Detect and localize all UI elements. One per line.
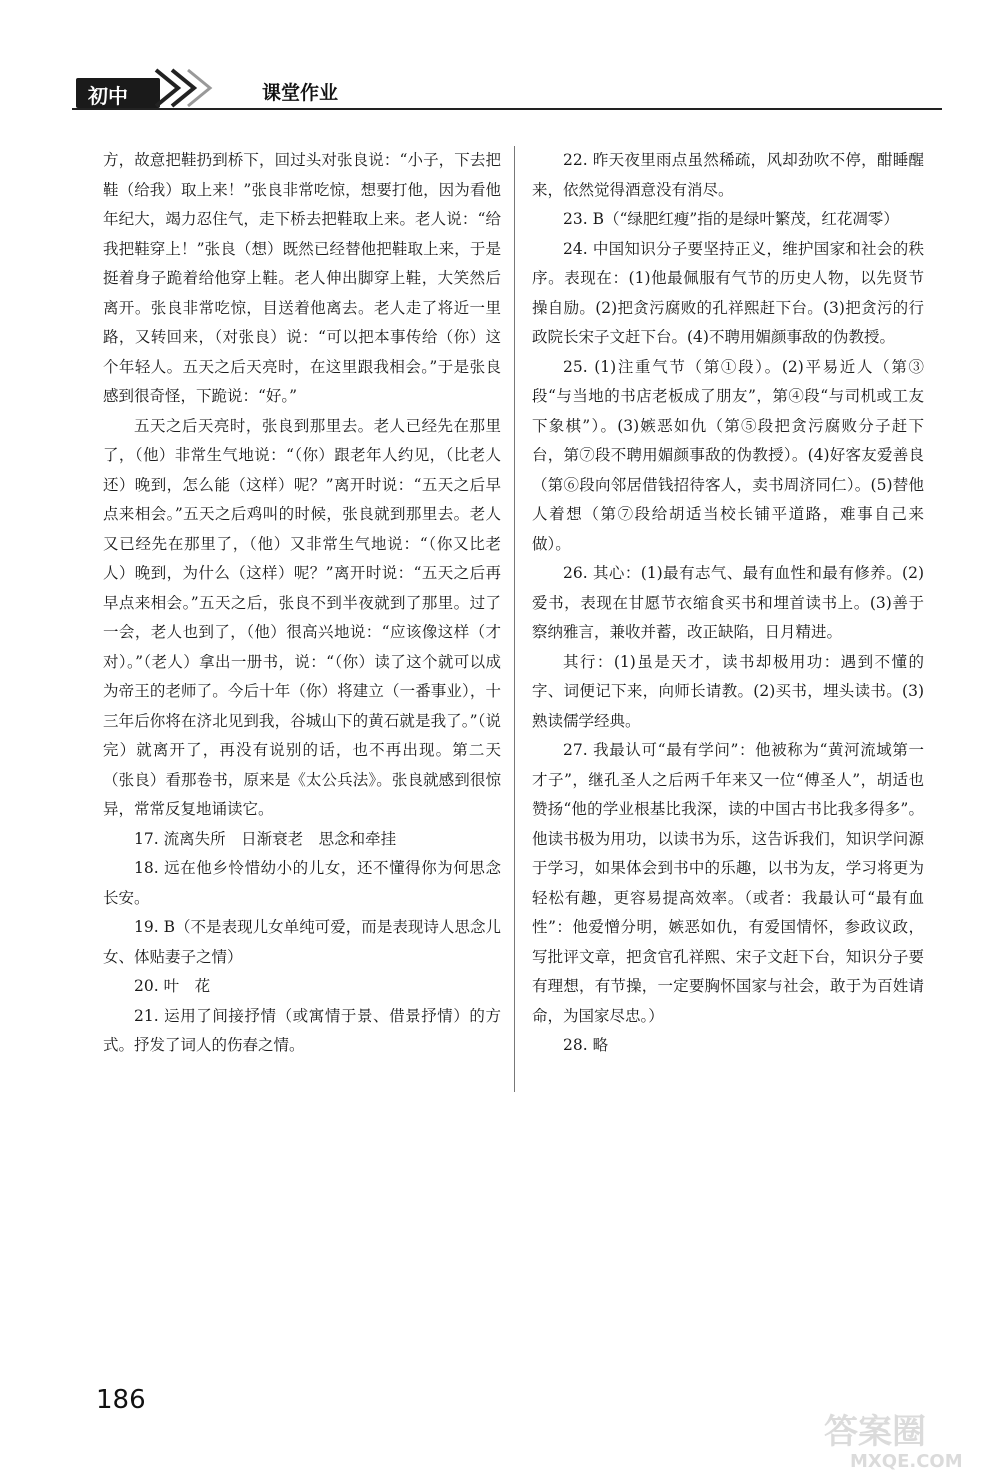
book-title: 课堂作业 xyxy=(262,82,339,104)
answer-paragraph: 27. 我最认可“最有学问”：他被称为“黄河流域第一才子”，继孔圣人之后两千年来又一位“傅圣人”，胡适也赞扬“他的学业根基比我深，读的中国古书比我多得多”。他读书极为用功，以读书为乐，这告诉我们，知识学问源于学习，如果体会到书中的乐趣，以书为友，学习将更为轻松有趣，更容易提高效率。（或者：我最认可“最有血性”：他爱憎分明，嫉恶如仇，有爱国情怀，参政议政，写批评文章，把贪官孔祥熙、宋子文赶下台，知识分子要有理想，有节操，一定要胸怀国家与社会，敢于为百姓请命，为国家尽忠。） xyxy=(532,741,924,1025)
answer-paragraph: 23. B（“绿肥红瘦”指的是绿叶繁茂，红花凋零） xyxy=(563,210,899,228)
site-watermark xyxy=(820,1405,990,1471)
answer-paragraph: 24. 中国知识分子要坚持正义，维护国家和社会的秩序。表现在：(1)他最佩服有气节的历史人物，以先贤节操自励。(2)把贪污腐败的孔祥熙赶下台。(3)把贪污的行政院长宋子文赶下台。(4)不聘用媚颜事敌的伪教授。 xyxy=(532,239,924,346)
answer-paragraph: 25. (1)注重气节（第①段）。(2)平易近人（第③段“与当地的书店老板成了朋友”，第④段“与司机或工友下象棋”）。(3)嫉恶如仇（第⑤段把贪污腐败分子赶下台，第⑦段不聘用媚颜事敌的伪教授）。(4)好客友爱善良（第⑥段向邻居借钱招待客人，卖书周济同仁）。(5)替他人着想（第⑦段给胡适当校长铺平道路，难事自己来做）。 xyxy=(532,357,924,553)
answer-paragraph: 19. B（不是表现儿女单纯可爱，而是表现诗人思念儿女、体贴妻子之情） xyxy=(103,918,501,966)
answer-paragraph: 五天之后天亮时，张良到那里去。老人已经先在那里了，（他）非常生气地说：“（你）跟老年人约见，（比老人还）晚到，怎么能（这样）呢？”离开时说：“五天之后早点来相会。”五天之后鸡叫的时候，张良就到那里去。老人又已经先在那里了，（他）又非常生气地说：“（你又比老人）晚到，为什么（这样）呢？”离开时说：“五天之后再早点来相会。”五天之后，张良不到半夜就到了那里。过了一会，老人也到了，（他）很高兴地说：“应该像这样（才对）。”（老人）拿出一册书，说：“（你）读了这个就可以成为帝王的老师了。今后十年（你）将建立（一番事业），十三年后你将在济北见到我，谷城山下的黄石就是我了。”（说完）就离开了，再没有说别的话，也不再出现。第二天（张良）看那卷书，原来是《太公兵法》。张良就感到很惊异，常常反复地诵读它。 xyxy=(103,416,501,818)
watermark-logo-icon xyxy=(820,1405,990,1471)
answer-paragraph: 其行：(1)虽是天才，读书却极用功：遇到不懂的字、词便记下来，向师长请教。(2)买书，埋头读书。(3)熟读儒学经典。 xyxy=(532,652,924,730)
answer-paragraph: 18. 远在他乡怜惜幼小的儿女，还不懂得你为何思念长安。 xyxy=(103,859,501,907)
page-number: 186 xyxy=(96,1385,146,1415)
answer-paragraph: 22. 昨天夜里雨点虽然稀疏，风却劲吹不停，酣睡醒来，依然觉得酒意没有消尽。 xyxy=(532,151,924,199)
answer-paragraph: 28. 略 xyxy=(563,1036,609,1054)
double-chevron-icon xyxy=(150,66,220,110)
page-header xyxy=(72,60,942,110)
left-column xyxy=(103,146,501,1061)
svg-text:答案圈: 答案圈 xyxy=(824,1412,926,1452)
answer-paragraph: 17. 流离失所 日渐衰老 思念和牵挂 xyxy=(134,829,397,848)
header-rule xyxy=(72,108,942,110)
answer-paragraph: 21. 运用了间接抒情（或寓情于景、借景抒情）的方式。抒发了词人的伤春之情。 xyxy=(103,1006,501,1054)
right-column xyxy=(532,146,924,1061)
answer-paragraph: 26. 其心：(1)最有志气、最有血性和最有修养。(2)爱书，表现在甘愿节衣缩食买书和埋首读书上。(3)善于察纳雅言，兼收并蓄，改正缺陷，日月精进。 xyxy=(532,564,924,641)
grade-badge-label: 初中 xyxy=(88,84,128,108)
svg-text:MXQE.COM: MXQE.COM xyxy=(850,1451,963,1471)
answer-paragraph: 20. 叶 花 xyxy=(134,977,211,995)
answer-paragraph: 方，故意把鞋扔到桥下，回过头对张良说：“小子，下去把鞋（给我）取上来！”张良非常吃惊，想要打他，因为看他年纪大，竭力忍住气，走下桥去把鞋取上来。老人说：“给我把鞋穿上！”张良（想）既然已经替他把鞋取上来，于是挺着身子跪着给他穿上鞋。老人伸出脚穿上鞋，大笑然后离开。张良非常吃惊，目送着他离去。老人走了将近一里路，又转回来，（对张良）说：“可以把本事传给（你）这个年轻人。五天之后天亮时，在这里跟我相会。”于是张良感到很奇怪，下跪说：“好。” xyxy=(103,151,501,405)
column-divider xyxy=(514,146,515,1092)
grade-badge xyxy=(76,78,160,108)
